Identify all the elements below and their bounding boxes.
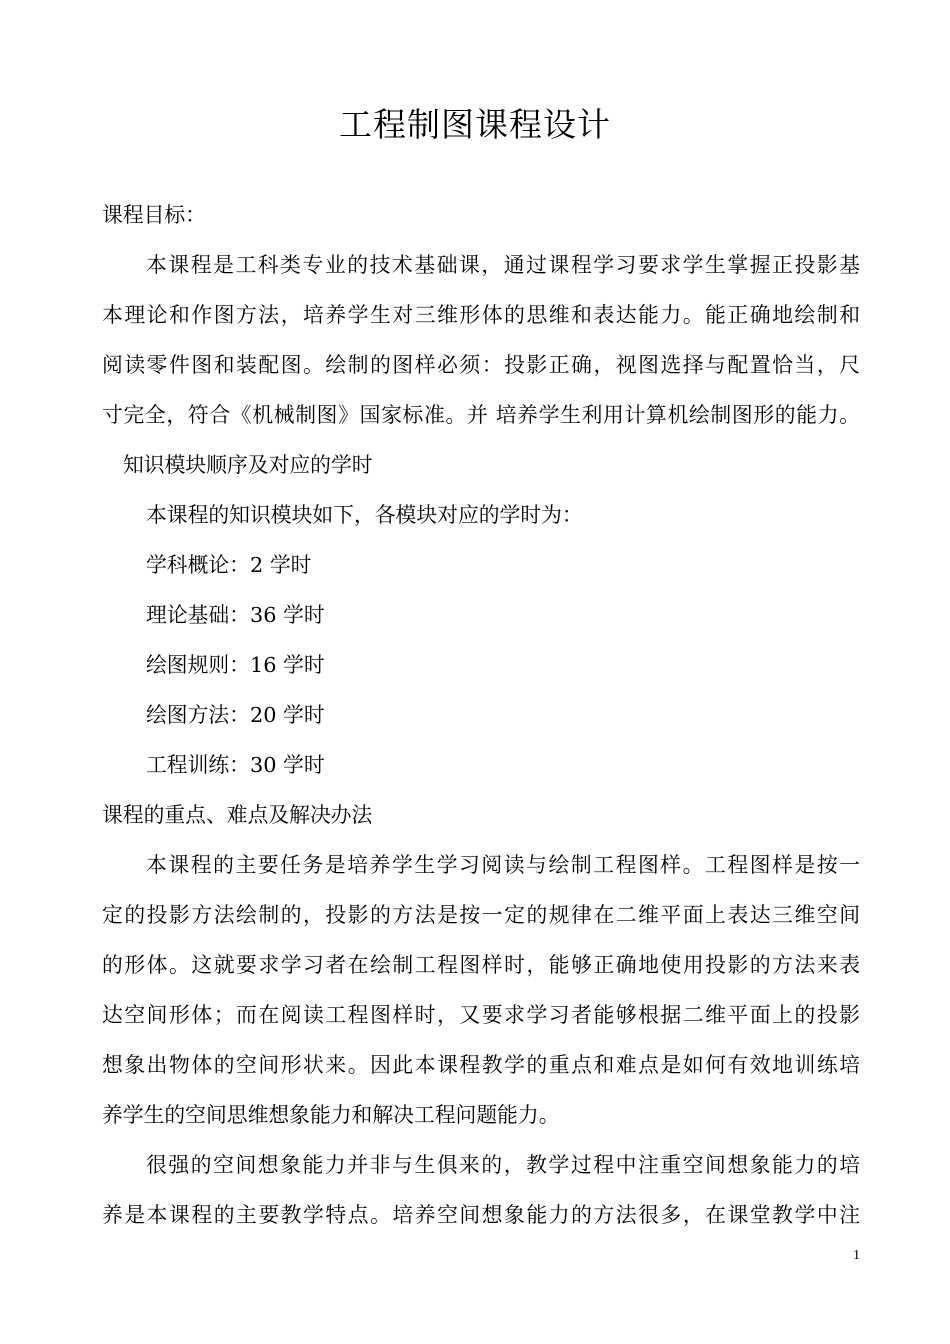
document-title: 工程制图课程设计 [339, 105, 611, 144]
paragraph-line: 很强的空间想象能力并非与生俱来的，教学过程中注重空间想象能力的培 [146, 1153, 860, 1177]
paragraph-line: 本理论和作图方法，培养学生对三维形体的思维和表达能力。能正确地绘制和 [102, 303, 860, 327]
paragraph-line: 阅读零件图和装配图。绘制的图样必须：投影正确，视图选择与配置恰当，尺 [102, 353, 860, 377]
document-body [102, 190, 860, 1240]
module-hours-item: 学科概论：2 学时 [146, 553, 312, 577]
module-hours-item: 绘图规则：16 学时 [146, 653, 325, 677]
page-number: 1 [853, 1248, 860, 1263]
paragraph-line: 定的投影方法绘制的，投影的方法是按一定的规律在二维平面上表达三维空间 [102, 903, 860, 927]
paragraph-line: 的形体。这就要求学习者在绘制工程图样时，能够正确地使用投影的方法来表 [102, 953, 860, 977]
paragraph-line: 本课程的主要任务是培养学生学习阅读与绘制工程图样。工程图样是按一 [146, 853, 860, 877]
paragraph-line: 本课程是工科类专业的技术基础课，通过课程学习要求学生掌握正投影基 [146, 253, 860, 277]
module-hours-item: 绘图方法：20 学时 [146, 703, 325, 727]
section-heading-modules: 知识模块顺序及对应的学时 [123, 453, 373, 477]
paragraph-line: 想象出物体的空间形状来。因此本课程教学的重点和难点是如何有效地训练培 [102, 1053, 860, 1077]
paragraph-line: 养是本课程的主要教学特点。培养空间想象能力的方法很多，在课堂教学中注 [102, 1203, 860, 1227]
module-hours-item: 理论基础：36 学时 [146, 603, 325, 627]
paragraph-line: 本课程的知识模块如下，各模块对应的学时为： [146, 503, 583, 527]
section-heading-key-points: 课程的重点、难点及解决办法 [102, 803, 373, 827]
paragraph-line: 养学生的空间思维想象能力和解决工程问题能力。 [102, 1103, 560, 1127]
paragraph-line: 寸完全，符合《机械制图》国家标准。并 培养学生利用计算机绘制图形的能力。 [102, 403, 860, 427]
module-hours-item: 工程训练：30 学时 [146, 753, 325, 777]
section-heading-course-goals: 课程目标： [102, 203, 206, 227]
paragraph-line: 达空间形体；而在阅读工程图样时，又要求学习者能够根据二维平面上的投影 [102, 1003, 860, 1027]
